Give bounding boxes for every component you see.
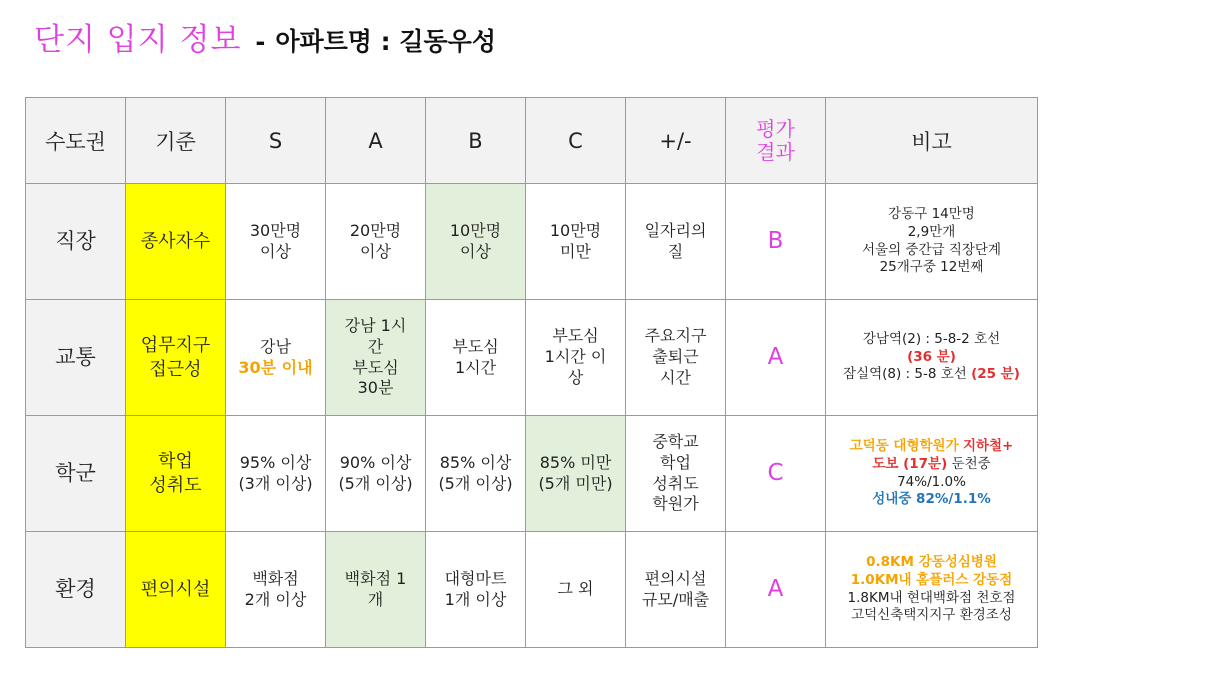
table-row-transport xyxy=(26,300,1038,416)
cell-grade-s: 강남 30분 이내 xyxy=(226,300,326,416)
header-grade-c: C xyxy=(526,98,626,184)
cell-grade-a: 백화점 1 개 xyxy=(326,532,426,648)
cell-plus-minus: 주요지구 출퇴근 시간 xyxy=(626,300,726,416)
title-main: 단지 입지 정보 xyxy=(34,22,242,58)
cell-grade-s: 30만명 이상 xyxy=(226,184,326,300)
cell-evaluation: A xyxy=(726,532,826,648)
cell-grade-c: 부도심 1시간 이 상 xyxy=(526,300,626,416)
row-category: 학군 xyxy=(26,416,126,532)
table-header-row xyxy=(26,98,1038,184)
cell-grade-s: 95% 이상 (3개 이상) xyxy=(226,416,326,532)
title-apartment-name: 아파트명 : 길동우성 xyxy=(275,27,496,56)
header-evaluation: 평가 결과 xyxy=(726,98,826,184)
row-category: 교통 xyxy=(26,300,126,416)
cell-remarks: 고덕동 대형학원가 지하철+ 도보 (17분) 둔천중 74%/1.0% 성내중 82%/1.1% xyxy=(826,416,1038,532)
cell-grade-a: 90% 이상 (5개 이상) xyxy=(326,416,426,532)
title-dash: - xyxy=(255,28,266,56)
header-region: 수도권 xyxy=(26,98,126,184)
table-row-school xyxy=(26,416,1038,532)
row-criterion: 종사자수 xyxy=(126,184,226,300)
cell-grade-a: 강남 1시 간 부도심 30분 xyxy=(326,300,426,416)
header-plus-minus: +/- xyxy=(626,98,726,184)
cell-plus-minus: 중학교 학업 성취도 학원가 xyxy=(626,416,726,532)
cell-evaluation: A xyxy=(726,300,826,416)
page-title xyxy=(34,14,496,58)
cell-plus-minus: 편의시설 규모/매출 xyxy=(626,532,726,648)
location-info-table xyxy=(25,97,1038,648)
cell-plus-minus: 일자리의 질 xyxy=(626,184,726,300)
cell-grade-b: 대형마트 1개 이상 xyxy=(426,532,526,648)
row-category: 직장 xyxy=(26,184,126,300)
table-row-environment xyxy=(26,532,1038,648)
header-grade-b: B xyxy=(426,98,526,184)
cell-evaluation: B xyxy=(726,184,826,300)
row-category: 환경 xyxy=(26,532,126,648)
row-criterion: 학업 성취도 xyxy=(126,416,226,532)
cell-grade-c: 그 외 xyxy=(526,532,626,648)
header-grade-s: S xyxy=(226,98,326,184)
cell-grade-b: 부도심 1시간 xyxy=(426,300,526,416)
header-grade-a: A xyxy=(326,98,426,184)
header-criterion: 기준 xyxy=(126,98,226,184)
cell-remarks: 강동구 14만명 2,9만개 서울의 중간급 직장단계 25개구중 12번째 xyxy=(826,184,1038,300)
row-criterion: 업무지구 접근성 xyxy=(126,300,226,416)
cell-grade-c: 10만명 미만 xyxy=(526,184,626,300)
cell-grade-c: 85% 미만 (5개 미만) xyxy=(526,416,626,532)
table-row-work xyxy=(26,184,1038,300)
header-remarks: 비고 xyxy=(826,98,1038,184)
row-criterion: 편의시설 xyxy=(126,532,226,648)
cell-grade-b: 10만명 이상 xyxy=(426,184,526,300)
cell-grade-s: 백화점 2개 이상 xyxy=(226,532,326,648)
cell-remarks: 강남역(2) : 5-8-2 호선 (36 분) 잠실역(8) : 5-8 호선 (25 분) xyxy=(826,300,1038,416)
cell-grade-b: 85% 이상 (5개 이상) xyxy=(426,416,526,532)
cell-grade-a: 20만명 이상 xyxy=(326,184,426,300)
cell-remarks: 0.8KM 강동성심병원 1.0KM내 홈플러스 강동점 1.8KM내 현대백화점 천호점 고덕신축택지지구 환경조성 xyxy=(826,532,1038,648)
cell-evaluation: C xyxy=(726,416,826,532)
